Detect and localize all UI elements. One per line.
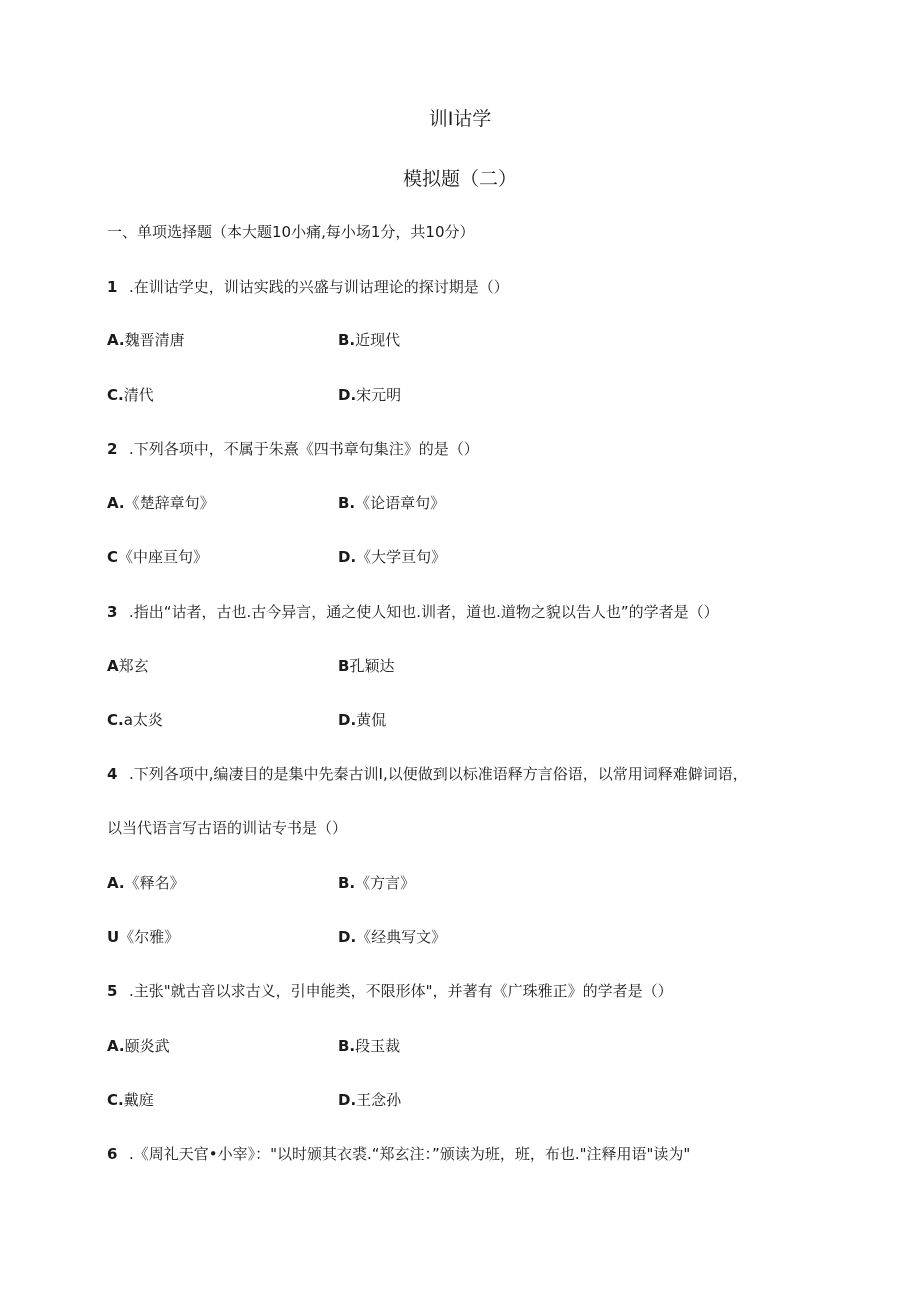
option-1c <box>107 385 154 405</box>
question-6 <box>107 1144 690 1164</box>
option-4b <box>338 873 415 893</box>
option-letter: A. <box>107 874 125 892</box>
option-3b <box>338 656 394 676</box>
question-5 <box>107 981 673 1001</box>
question-2 <box>107 439 479 459</box>
question-1 <box>107 277 509 297</box>
option-letter: C. <box>107 1091 124 1109</box>
option-letter: D. <box>338 548 357 566</box>
option-text: 戴庭 <box>123 1091 154 1109</box>
option-text: a太炎 <box>123 711 163 729</box>
option-text: 郑玄 <box>118 657 149 675</box>
option-text: 孔颖达 <box>349 657 395 675</box>
option-letter: A. <box>107 331 125 349</box>
option-letter: C. <box>107 711 124 729</box>
question-text: .主张"就古音以求古义，引申能类，不限形体"，并著有《广珠雅正》的学者是（） <box>129 982 673 1000</box>
document-title: 训I诂学 <box>428 108 492 130</box>
question-text: .《周礼天官•小宰》："以时颁其衣裘.“郑玄注：”颁读为班，班，布也."注释用语"读为" <box>129 1145 691 1163</box>
question-4 <box>107 764 748 784</box>
option-letter: U <box>107 928 120 946</box>
option-letter: D. <box>338 711 357 729</box>
option-letter: A. <box>107 494 125 512</box>
option-4d <box>338 927 446 947</box>
option-text: 颐炎武 <box>124 1037 170 1055</box>
option-5c <box>107 1090 154 1110</box>
question-number: 1 <box>107 278 118 296</box>
option-letter: C. <box>107 386 124 404</box>
option-text: 魏晋清唐 <box>124 331 185 349</box>
question-number: 4 <box>107 765 118 783</box>
option-text: 《释名》 <box>124 874 185 892</box>
option-1b <box>338 330 400 350</box>
option-text: 《方言》 <box>355 874 416 892</box>
question-number: 5 <box>107 982 118 1000</box>
option-2c <box>107 547 208 567</box>
option-5b <box>338 1036 400 1056</box>
option-letter: B <box>338 657 350 675</box>
question-text: .下列各项中,编凄目的是集中先秦古训I,以便做到以标准语释方言俗语，以常用词释难僻词语， <box>129 765 748 783</box>
option-letter: D. <box>338 386 357 404</box>
option-text: 清代 <box>123 386 154 404</box>
option-5d <box>338 1090 401 1110</box>
option-text: 《楚辞章句》 <box>124 494 215 512</box>
option-letter: A <box>107 657 119 675</box>
section-heading: 一、单项选择题（本大题10小痛,每小场1分，共10分） <box>107 223 475 241</box>
option-text: 《经典写文》 <box>356 928 447 946</box>
question-text: .指出“诂者，古也.古今异言，通之使人知也.训者，道也.道物之貌以告人也”的学者是（） <box>129 603 719 621</box>
option-3c <box>107 710 163 730</box>
option-text: 近现代 <box>355 331 401 349</box>
question-4-continuation: 以当代语言写古语的训诂专书是（） <box>107 819 348 837</box>
option-text: 《大学亘句》 <box>356 548 447 566</box>
option-letter: B. <box>338 494 356 512</box>
option-letter: D. <box>338 928 357 946</box>
option-letter: A. <box>107 1037 125 1055</box>
question-3 <box>107 602 719 622</box>
option-text: 王念孙 <box>356 1091 402 1109</box>
question-text: .下列各项中，不属于朱熹《四书章句集注》的是（） <box>129 440 479 458</box>
question-number: 2 <box>107 440 118 458</box>
option-text: 宋元明 <box>356 386 402 404</box>
option-1d <box>338 385 401 405</box>
option-letter: B. <box>338 331 356 349</box>
option-2a <box>107 493 215 513</box>
option-text: 《中座亘句》 <box>118 548 209 566</box>
question-number: 6 <box>107 1145 118 1163</box>
option-2d <box>338 547 446 567</box>
option-3a <box>107 656 149 676</box>
question-text: .在训诂学史，训诂实践的兴盛与训诂理论的探讨期是（） <box>129 278 509 296</box>
document-subtitle: 模拟题（二） <box>402 168 517 190</box>
option-letter: B. <box>338 874 356 892</box>
option-text: 《论语章句》 <box>355 494 446 512</box>
option-letter: B. <box>338 1037 356 1055</box>
option-letter: D. <box>338 1091 357 1109</box>
option-4a <box>107 873 185 893</box>
option-text: 《尔雅》 <box>119 928 180 946</box>
question-number: 3 <box>107 603 118 621</box>
option-1a <box>107 330 185 350</box>
option-4c <box>107 927 179 947</box>
option-text: 黄侃 <box>356 711 387 729</box>
option-5a <box>107 1036 170 1056</box>
option-2b <box>338 493 445 513</box>
option-letter: C <box>107 548 119 566</box>
option-3d <box>338 710 386 730</box>
option-text: 段玉裁 <box>355 1037 401 1055</box>
